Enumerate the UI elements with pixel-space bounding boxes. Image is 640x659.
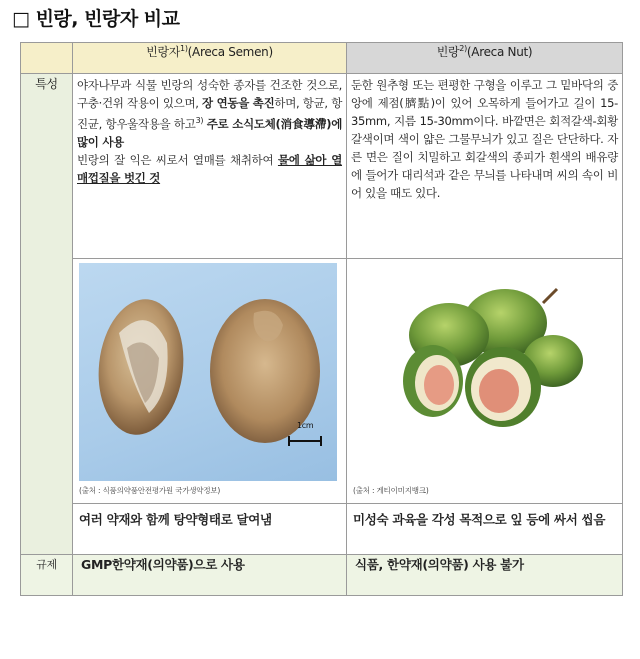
characteristics-label: 특성 bbox=[21, 74, 73, 555]
semen-image-cell bbox=[73, 259, 347, 504]
nut-image-caption: (출처 : 게티이미지뱅크) bbox=[353, 486, 429, 495]
semen-desc-part1: 야자나무과 식물 빈랑의 성숙한 종자를 건조한 것으로, 구충·건위 작용이 있으며, bbox=[77, 78, 342, 110]
semen-description bbox=[73, 74, 347, 259]
semen-desc-footnote: 3) bbox=[195, 116, 204, 125]
header-semen-footnote: 1) bbox=[180, 44, 188, 53]
semen-regulation: GMP한약재(의약품)으로 사용 bbox=[73, 555, 347, 596]
header-row bbox=[21, 43, 623, 74]
header-nut-name: 빈랑 bbox=[436, 45, 460, 59]
header-areca-nut bbox=[347, 43, 623, 74]
semen-desc-part2: 하며, 항균, 항진균, 항우울작용을 하고 bbox=[77, 96, 343, 131]
areca-semen-seeds-image bbox=[79, 263, 337, 481]
header-corner bbox=[21, 43, 73, 74]
areca-semen-photo bbox=[79, 263, 337, 481]
header-semen-name: 빈랑자 bbox=[146, 45, 181, 59]
regulation-row bbox=[21, 555, 623, 596]
nut-usage-note: 미성숙 과육을 각성 목적으로 잎 등에 싸서 씹음 bbox=[347, 504, 623, 555]
areca-nut-fruit-image bbox=[353, 263, 611, 481]
semen-desc-bold-underline: 물에 삶아 열매껍질을 벗긴 것 bbox=[77, 152, 343, 185]
semen-usage-note: 여러 약재와 함께 탕약형태로 달여냄 bbox=[73, 504, 347, 555]
nut-description: 둔한 원추형 또는 편평한 구형을 이루고 그 밑바닥의 중앙에 제점(臍點)이 있어 오목하게 들어가고 길이 15-35mm, 지름 15-30mm이다. 바깥면은 회적갈색-회황갈색이며 색이 얇은 그물무늬가 있고 질은 단단하다. 자른 면은 질이 치밀하고 회갈색의 종피가 흰색의 배유량에 들어가 대리석과 같은 무늬를 나타내며 씨의 속이 비어 있을 때도 있다. bbox=[347, 74, 623, 259]
semen-desc-bold2: 주로 소식도체(消食導滯)에 많이 사용 bbox=[77, 116, 343, 149]
header-areca-semen bbox=[73, 43, 347, 74]
nut-regulation: 식품, 한약재(의약품) 사용 불가 bbox=[347, 555, 623, 596]
semen-desc-bold1: 장 연동을 촉진 bbox=[202, 96, 275, 110]
semen-desc-part4: 빈랑의 잘 익은 씨로서 열매를 채취하여 bbox=[77, 152, 278, 167]
header-nut-latin: (Areca Nut) bbox=[466, 45, 533, 59]
characteristics-text-row bbox=[21, 74, 623, 259]
header-semen-latin: (Areca Semen) bbox=[187, 45, 273, 59]
usage-row bbox=[21, 504, 623, 555]
header-nut-footnote: 2) bbox=[459, 44, 467, 53]
comparison-table bbox=[20, 42, 623, 596]
semen-image-caption: (출처 : 식품의약품안전평가원 국가생약정보) bbox=[79, 486, 221, 495]
page-title: □ 빈랑, 빈랑자 비교 bbox=[12, 8, 180, 30]
characteristics-image-row bbox=[21, 259, 623, 504]
regulation-label: 규제 bbox=[21, 555, 73, 596]
scale-bar-label: 1cm bbox=[297, 421, 314, 430]
nut-image-cell bbox=[347, 259, 623, 504]
areca-nut-photo bbox=[353, 263, 611, 481]
